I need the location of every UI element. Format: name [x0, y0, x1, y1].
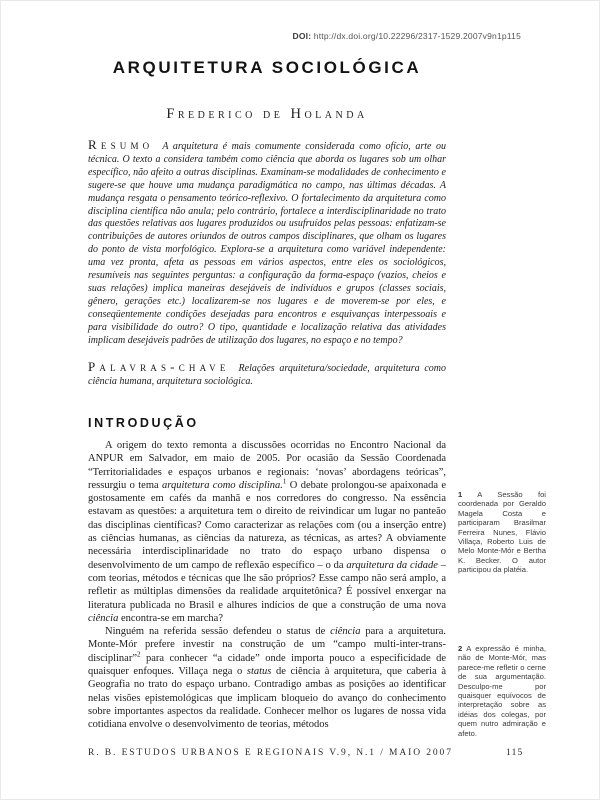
abstract-label: Resumo	[88, 137, 154, 152]
keywords-label: Palavras-chave	[88, 359, 230, 374]
note-number: 1	[458, 490, 463, 499]
journal-line: R. B. ESTUDOS URBANOS E REGIONAIS V.9, N.1 / MAIO 2007	[88, 748, 453, 758]
note-text: A Sessão foi coordenada por Geraldo Magela Costa e participaram Brasilmar Ferreira Nunes, Flávio Villaça, Roberto Luis de Melo Monte-Mór e Bertha K. Becker. O autor participou da platéia.	[458, 490, 546, 575]
article-title: ARQUITETURA SOCIOLÓGICA	[112, 58, 422, 77]
abstract-block	[88, 139, 446, 348]
paragraph: Ninguém na referida sessão defendeu o status de ciência para a arquitetura. Monte-Mór prefere investir na construção de um “campo multi-inter-trans-disciplinar”$^2$ para conhecer “a cidade” onde importa pouco a especificidade de quaisquer enfoques. Villaça nega o status de ciência à arquitetura, que caberia à Geografia no trato do espaço urbano. Contradigo ambas as posições ao identificar nelas visões epistemológicas que implicam bloqueio do avanço do conhecimento sobre importantes aspectos da realidade. Conhecer melhor os lugares de nossa vida cotidiana envolve o desenvolvimento de teorias, métodos	[88, 626, 447, 731]
section-title-introducao: INTRODUÇÃO	[88, 416, 199, 430]
keywords-block	[88, 361, 446, 389]
intro-body	[88, 439, 446, 732]
keywords-text: Relações arquitetura/sociedade, arquitetura como ciência humana, arquitetura sociológica.	[88, 363, 446, 387]
note-number: 2	[458, 644, 463, 653]
page-number: 115	[506, 748, 524, 758]
margin-note-2	[458, 644, 546, 738]
note-text: A expressão é minha, não de Monte-Mór, mas parece-me refletir o cerne de sua argumentação. Desculpo-me por quaisquer equívocos de interpretação sobre as idéias dos colegas, por quem nutro admiração e afeto.	[458, 644, 546, 738]
margin-note-1	[458, 490, 546, 575]
doi-label: DOI:	[292, 31, 312, 41]
doi-url: http://dx.doi.org/10.22296/2317-1529.2007v9n1p115	[313, 31, 521, 41]
author-name: Frederico de Holanda	[166, 106, 368, 122]
paragraph: A origem do texto remonta a discussões ocorridas no Encontro Nacional da ANPUR em Salvador, em maio de 2005. Por ocasião da Sessão Coordenada “Territorialidades e espaços urbanos e regionais: ‘novas’ abordagens teóricas”, ressurgiu o tema arquitetura como disciplina.$^1$ O debate prolongou-se apaixonada e gostosamente em cafés da manhã e nos corredores do congresso. Na essência estavam as questões: a arquitetura tem o direito de reivindicar um lugar no panteão das disciplinas científicas? Como caracterizar as relações com (ou a inserção entre) as ciências humanas, as ciências da natureza, as técnicas, as artes? A obviamente necessária interdisciplinaridade no trato do espaço urbano dispensa o desenvolvimento de um campo de reflexão específico – o da arquitetura da cidade – com teorias, métodos e técnicas que lhe são próprios? Esse campo não será amplo, a refletir as múltiplas dimensões da realidade arquitetônica? É possível enxergar na literatura publicada no Brasil e alhures indícios de que a construção de uma nova ciência encontra-se em marcha?	[88, 440, 446, 624]
doi-line	[292, 31, 521, 41]
abstract-text: A arquitetura é mais comumente considerada como ofício, arte ou técnica. O texto a considera também como ciência que aborda os lugares sob um olhar específico, não afeito a outras disciplinas. Examinam-se modalidades de conhecimento e sugere-se que houve uma mudança paradigmática no campo, nas últimas décadas. A mudança resgata o pensamento teórico-reflexivo. O fortalecimento da arquitetura como disciplina científica não anula; pelo contrário, fortalece a interdisciplinaridade no trato das questões relativas aos lugares produzidos ou usufruídos pelas pessoas: enfatizam-se contribuições de autores oriundos de outros campos disciplinares, que olham os lugares do ponto de vista morfológico. Explora-se a arquitetura como variável independente: uma vez pronta, afeta as pessoas em vários aspectos, entre eles os sociológicos, resumíveis nas seguintes perguntas: a configuração da forma-espaço (vazios, cheios e suas relações) implica maneiras desejáveis de indivíduos e grupos (classes sociais, gênero, gerações etc.) localizarem-se nos lugares e de moverem-se por eles, e conseqüentemente condições desejadas para encontros e esquivanças interpessoais e para visibilidade do outro? O tipo, quantidade e localização relativa das atividades implicam desejáveis padrões de utilização dos lugares, no espaço e no tempo?	[88, 141, 446, 346]
